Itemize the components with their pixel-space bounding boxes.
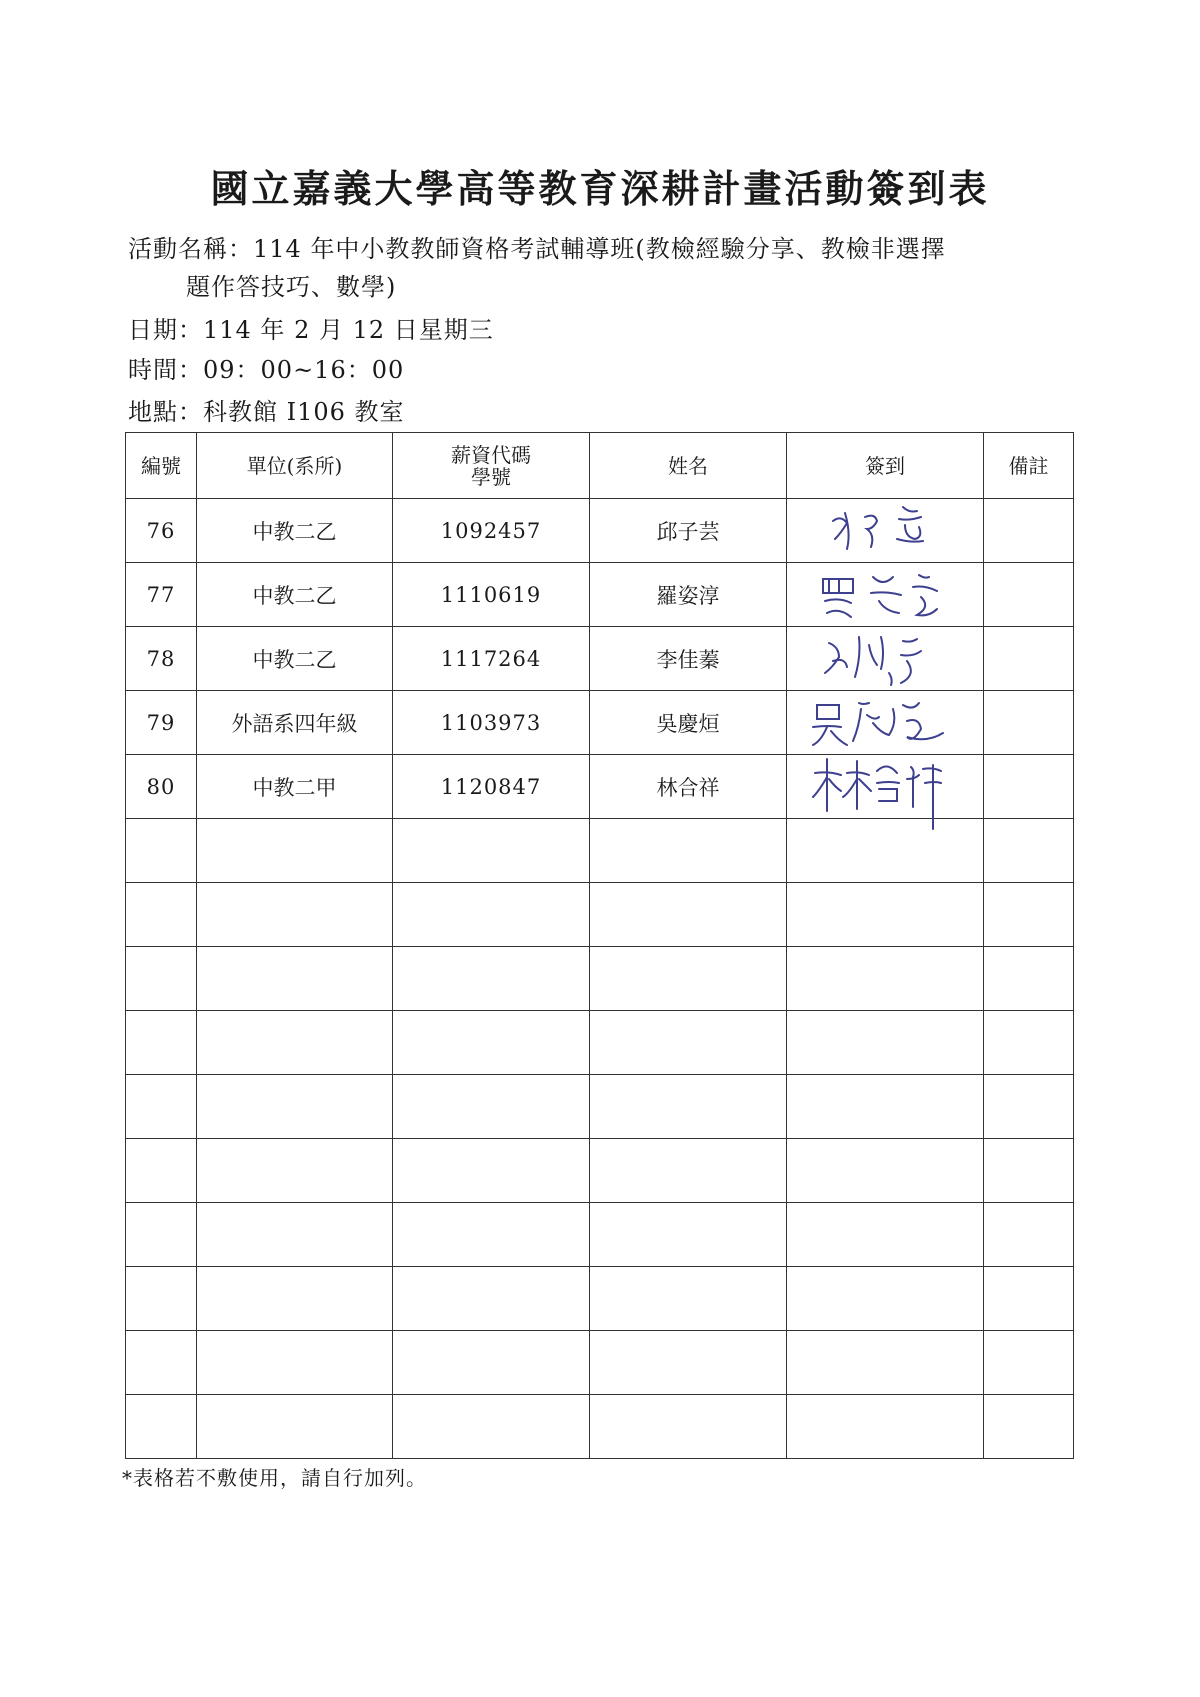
cell-note bbox=[984, 883, 1074, 947]
header-sign: 簽到 bbox=[787, 433, 984, 499]
cell-no: 80 bbox=[126, 755, 197, 819]
cell-note bbox=[984, 1395, 1074, 1459]
cell-unit bbox=[197, 1395, 393, 1459]
cell-note bbox=[984, 947, 1074, 1011]
cell-name bbox=[590, 1203, 787, 1267]
cell-code bbox=[393, 1203, 590, 1267]
table-row-empty bbox=[126, 1203, 1074, 1267]
cell-name: 羅姿淳 bbox=[590, 563, 787, 627]
cell-signature bbox=[787, 563, 984, 627]
activity-date: 日期：114 年 2 月 12 日星期三 bbox=[128, 316, 494, 344]
cell-code: 1092457 bbox=[393, 499, 590, 563]
cell-no bbox=[126, 883, 197, 947]
cell-unit bbox=[197, 1203, 393, 1267]
cell-name bbox=[590, 1075, 787, 1139]
cell-name bbox=[590, 883, 787, 947]
cell-note bbox=[984, 691, 1074, 755]
table-row-empty bbox=[126, 1075, 1074, 1139]
sign-in-table bbox=[125, 432, 1074, 1459]
cell-note bbox=[984, 819, 1074, 883]
cell-unit bbox=[197, 1139, 393, 1203]
cell-signature bbox=[787, 1139, 984, 1203]
header-code bbox=[393, 433, 590, 499]
cell-code bbox=[393, 1331, 590, 1395]
table-row-empty bbox=[126, 1267, 1074, 1331]
cell-no bbox=[126, 819, 197, 883]
cell-code bbox=[393, 1011, 590, 1075]
cell-no bbox=[126, 947, 197, 1011]
table-row bbox=[126, 627, 1074, 691]
cell-signature bbox=[787, 691, 984, 755]
cell-name: 李佳蓁 bbox=[590, 627, 787, 691]
header-code-line2: 學號 bbox=[471, 464, 511, 489]
cell-name bbox=[590, 819, 787, 883]
cell-code bbox=[393, 1075, 590, 1139]
cell-unit: 中教二乙 bbox=[197, 499, 393, 563]
cell-note bbox=[984, 1331, 1074, 1395]
cell-no: 76 bbox=[126, 499, 197, 563]
handwritten-signature bbox=[793, 749, 973, 829]
cell-signature bbox=[787, 1331, 984, 1395]
cell-unit bbox=[197, 1075, 393, 1139]
cell-unit bbox=[197, 819, 393, 883]
activity-place: 地點：科教館 I106 教室 bbox=[128, 398, 405, 426]
cell-no bbox=[126, 1395, 197, 1459]
cell-code bbox=[393, 819, 590, 883]
cell-code bbox=[393, 947, 590, 1011]
cell-name bbox=[590, 1267, 787, 1331]
cell-unit bbox=[197, 1267, 393, 1331]
cell-code bbox=[393, 883, 590, 947]
cell-note bbox=[984, 1267, 1074, 1331]
cell-signature bbox=[787, 499, 984, 563]
table-row-empty bbox=[126, 1395, 1074, 1459]
table-row bbox=[126, 563, 1074, 627]
cell-name bbox=[590, 947, 787, 1011]
cell-note bbox=[984, 1011, 1074, 1075]
activity-label: 活動名稱： bbox=[128, 235, 253, 263]
page-title: 國立嘉義大學高等教育深耕計畫活動簽到表 bbox=[210, 166, 990, 211]
table-row-empty bbox=[126, 1331, 1074, 1395]
cell-unit: 中教二甲 bbox=[197, 755, 393, 819]
cell-signature bbox=[787, 1075, 984, 1139]
cell-note bbox=[984, 499, 1074, 563]
cell-unit: 外語系四年級 bbox=[197, 691, 393, 755]
cell-no bbox=[126, 1331, 197, 1395]
cell-note bbox=[984, 755, 1074, 819]
cell-unit: 中教二乙 bbox=[197, 563, 393, 627]
cell-signature bbox=[787, 947, 984, 1011]
cell-signature bbox=[787, 627, 984, 691]
activity-line1: 114 年中小教教師資格考試輔導班(教檢經驗分享、教檢非選擇 bbox=[253, 235, 946, 263]
cell-no: 77 bbox=[126, 563, 197, 627]
cell-unit bbox=[197, 947, 393, 1011]
cell-unit: 中教二乙 bbox=[197, 627, 393, 691]
cell-signature bbox=[787, 883, 984, 947]
table-row-empty bbox=[126, 1011, 1074, 1075]
cell-no bbox=[126, 1139, 197, 1203]
cell-signature bbox=[787, 1267, 984, 1331]
cell-note bbox=[984, 1075, 1074, 1139]
footnote: *表格若不敷使用，請自行加列。 bbox=[122, 1466, 427, 1490]
cell-code: 1103973 bbox=[393, 691, 590, 755]
cell-note bbox=[984, 1203, 1074, 1267]
table-row bbox=[126, 691, 1074, 755]
header-no: 編號 bbox=[126, 433, 197, 499]
header-note: 備註 bbox=[984, 433, 1074, 499]
cell-name: 吳慶烜 bbox=[590, 691, 787, 755]
activity-time: 時間：09：00~16：00 bbox=[128, 356, 405, 384]
cell-code: 1110619 bbox=[393, 563, 590, 627]
cell-note bbox=[984, 1139, 1074, 1203]
cell-unit bbox=[197, 883, 393, 947]
cell-unit bbox=[197, 1011, 393, 1075]
cell-name: 林合祥 bbox=[590, 755, 787, 819]
table-row-empty bbox=[126, 947, 1074, 1011]
cell-note bbox=[984, 563, 1074, 627]
cell-signature bbox=[787, 1395, 984, 1459]
cell-no: 79 bbox=[126, 691, 197, 755]
table-row bbox=[126, 499, 1074, 563]
table-row-empty bbox=[126, 1139, 1074, 1203]
table-row-empty bbox=[126, 883, 1074, 947]
header-code-line1: 薪資代碼 bbox=[451, 442, 531, 467]
cell-no bbox=[126, 1267, 197, 1331]
cell-name bbox=[590, 1011, 787, 1075]
cell-code bbox=[393, 1139, 590, 1203]
cell-note bbox=[984, 627, 1074, 691]
cell-signature bbox=[787, 1011, 984, 1075]
cell-no: 78 bbox=[126, 627, 197, 691]
cell-signature bbox=[787, 755, 984, 819]
cell-no bbox=[126, 1203, 197, 1267]
cell-name bbox=[590, 1331, 787, 1395]
cell-code: 1120847 bbox=[393, 755, 590, 819]
table-row bbox=[126, 755, 1074, 819]
cell-name: 邱子芸 bbox=[590, 499, 787, 563]
cell-code: 1117264 bbox=[393, 627, 590, 691]
cell-name bbox=[590, 1139, 787, 1203]
cell-code bbox=[393, 1395, 590, 1459]
cell-no bbox=[126, 1011, 197, 1075]
cell-code bbox=[393, 1267, 590, 1331]
activity-line2: 題作答技巧、數學) bbox=[186, 273, 397, 301]
cell-unit bbox=[197, 1331, 393, 1395]
cell-signature bbox=[787, 1203, 984, 1267]
header-unit: 單位(系所) bbox=[197, 433, 393, 499]
cell-name bbox=[590, 1395, 787, 1459]
activity-name bbox=[128, 230, 1028, 306]
cell-no bbox=[126, 1075, 197, 1139]
header-name: 姓名 bbox=[590, 433, 787, 499]
table-header-row bbox=[126, 433, 1074, 499]
